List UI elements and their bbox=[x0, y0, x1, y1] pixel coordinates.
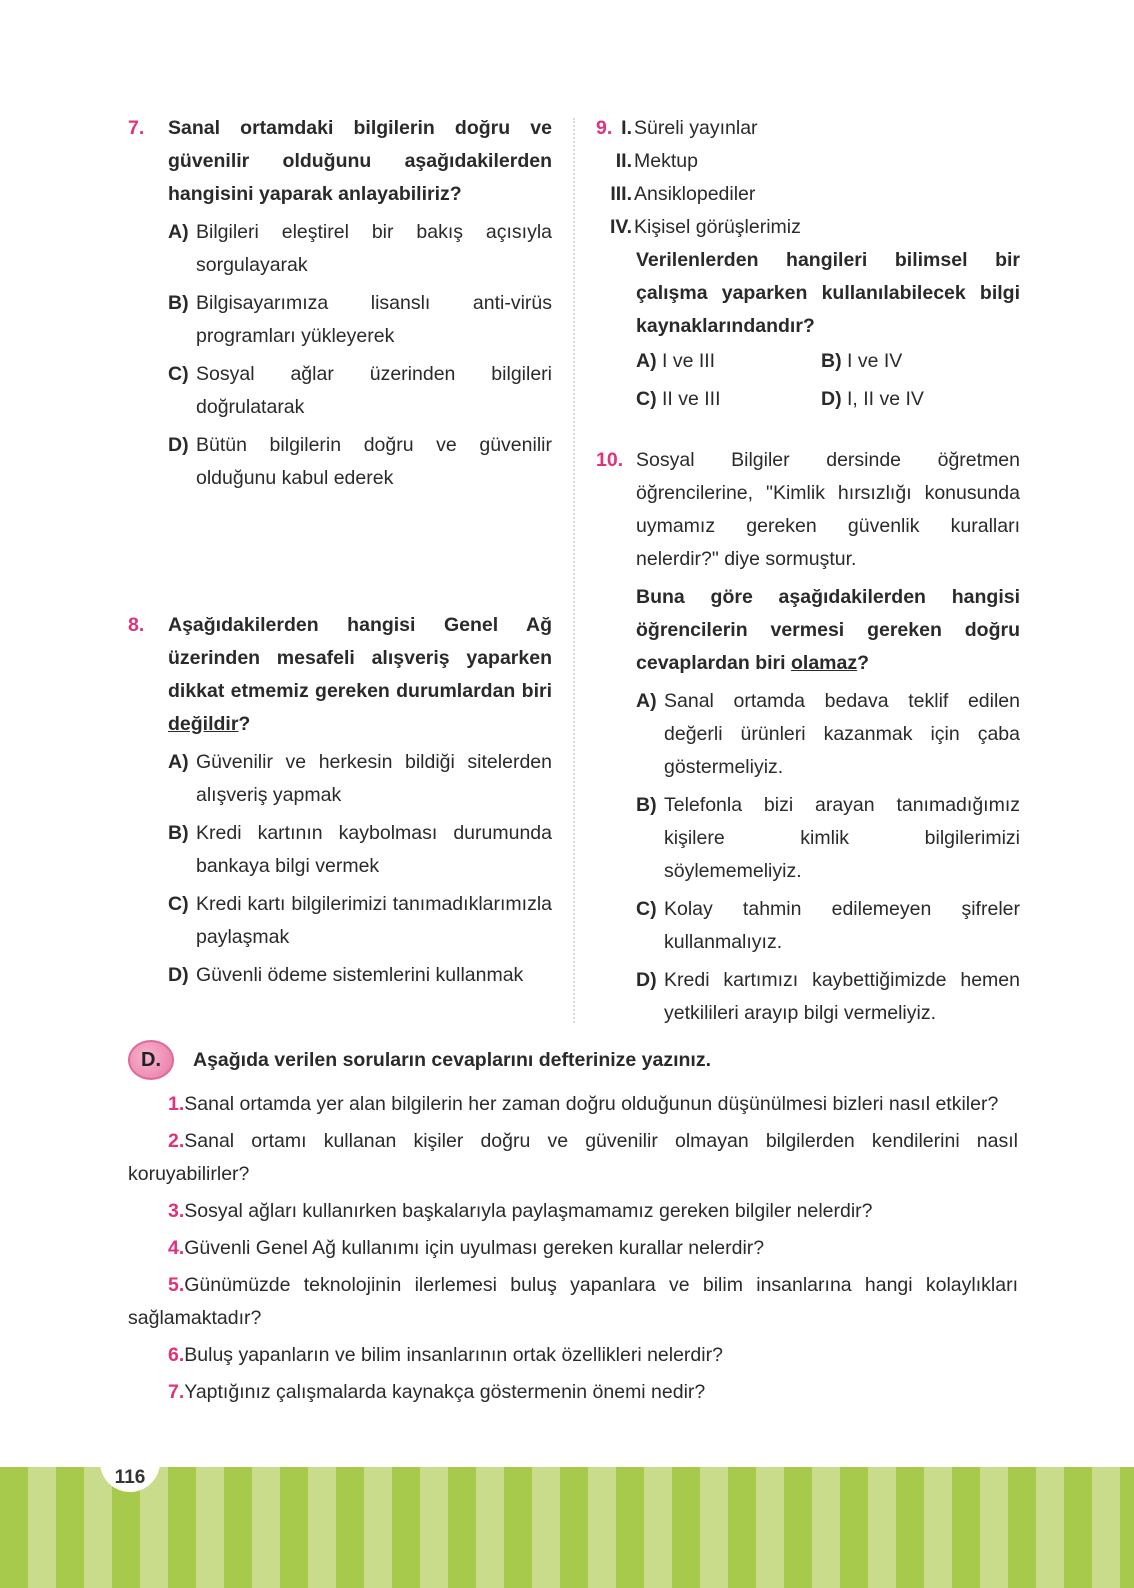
option-text: Kolay tahmin edilemeyen şifreler kullanmalıyız. bbox=[664, 898, 1020, 953]
open-question bbox=[128, 1339, 1018, 1372]
question-number: 7. bbox=[128, 117, 145, 139]
answer-option bbox=[821, 345, 1020, 378]
open-question bbox=[128, 1269, 1018, 1335]
footer-stripes bbox=[0, 1467, 1134, 1588]
question-number: 7. bbox=[168, 1381, 185, 1403]
roman-text: Süreli yayınlar bbox=[634, 117, 758, 139]
answer-option bbox=[636, 685, 1020, 784]
question-number: 9. bbox=[596, 117, 613, 139]
option-letter: D) bbox=[636, 969, 657, 991]
option-text: I ve IV bbox=[847, 350, 903, 372]
roman-item bbox=[606, 112, 1020, 145]
option-text: Kredi kartı bilgilerimizi tanımadıklarımızla paylaşmak bbox=[196, 893, 552, 948]
roman-item bbox=[606, 178, 1020, 211]
option-letter: D) bbox=[168, 434, 189, 456]
question-text: Sosyal ağları kullanırken başkalarıyla paylaşmamamız gereken bilgiler nelerdir? bbox=[184, 1200, 873, 1222]
option-letter: B) bbox=[168, 292, 189, 314]
answer-option bbox=[168, 817, 552, 883]
question-number: 1. bbox=[168, 1093, 185, 1115]
answer-option bbox=[636, 383, 821, 416]
question-number: 2. bbox=[168, 1130, 185, 1152]
option-text: Güvenilir ve herkesin bildiği sitelerden alışveriş yapmak bbox=[196, 751, 552, 806]
answer-option bbox=[168, 358, 552, 424]
section-title: Aşağıda verilen soruların cevaplarını defterinize yazınız. bbox=[193, 1049, 712, 1071]
option-letter: C) bbox=[636, 388, 657, 410]
section-badge: D. bbox=[128, 1040, 174, 1080]
answer-option bbox=[168, 429, 552, 495]
question-number: 5. bbox=[168, 1274, 185, 1296]
option-letter: C) bbox=[636, 898, 657, 920]
column-divider bbox=[573, 118, 575, 1023]
question-number: 6. bbox=[168, 1344, 185, 1366]
option-text: Bilgileri eleştirel bir bakış açısıyla sorgulayarak bbox=[196, 221, 552, 276]
question-number: 8. bbox=[128, 614, 145, 636]
question-stem: Buna göre aşağıdakilerden hangisi öğrencilerin vermesi gereken doğru cevaplardan biri olamaz? bbox=[636, 586, 1020, 674]
option-letter: D) bbox=[168, 964, 189, 986]
question-7 bbox=[128, 112, 552, 495]
option-letter: C) bbox=[168, 893, 189, 915]
option-letter: B) bbox=[168, 822, 189, 844]
option-text: Güvenli ödeme sistemlerini kullanmak bbox=[196, 964, 524, 986]
option-letter: A) bbox=[168, 751, 189, 773]
question-number: 4. bbox=[168, 1237, 185, 1259]
option-text: Sosyal ağlar üzerinden bilgileri doğrulatarak bbox=[196, 363, 552, 418]
option-letter: A) bbox=[168, 221, 189, 243]
page-number: 116 bbox=[100, 1450, 160, 1492]
open-question bbox=[128, 1232, 1018, 1265]
option-text: Bütün bilgilerin doğru ve güvenilir olduğunu kabul ederek bbox=[196, 434, 552, 489]
open-question bbox=[128, 1195, 1018, 1228]
roman-numeral: IV. bbox=[609, 216, 632, 238]
roman-text: Kişisel görüşlerimiz bbox=[634, 216, 801, 238]
question-9 bbox=[596, 112, 1020, 421]
answer-option bbox=[636, 345, 821, 378]
option-text: Sanal ortamda bedava teklif edilen değerli ürünleri kazanmak için çaba göstermeliyiz. bbox=[664, 690, 1020, 778]
roman-text: Ansiklopediler bbox=[634, 183, 756, 205]
question-text: Güvenli Genel Ağ kullanımı için uyulması gereken kurallar nelerdir? bbox=[184, 1237, 765, 1259]
open-question bbox=[128, 1125, 1018, 1191]
question-intro: Sosyal Bilgiler dersinde öğretmen öğrencilerine, "Kimlik hırsızlığı konusunda uymamız gereken güvenlik kuralları nelerdir?" diye sormuştur. bbox=[636, 449, 1020, 570]
answer-option bbox=[636, 964, 1020, 1030]
roman-numeral: I. bbox=[621, 117, 632, 139]
question-stem: Aşağıdakilerden hangisi Genel Ağ üzerinden mesafeli alışveriş yaparken dikkat etmemiz gereken durumlardan biri değildir? bbox=[168, 614, 552, 735]
option-letter: D) bbox=[821, 388, 842, 410]
question-text: Günümüzde teknolojinin ilerlemesi buluş yapanlara ve bilim insanlarına hangi kolaylıkları sağlamaktadır? bbox=[128, 1274, 1018, 1329]
roman-numeral: III. bbox=[610, 183, 632, 205]
option-letter: B) bbox=[636, 794, 657, 816]
option-text: Kredi kartının kaybolması durumunda bankaya bilgi vermek bbox=[196, 822, 552, 877]
question-number: 3. bbox=[168, 1200, 185, 1222]
roman-item bbox=[606, 145, 1020, 178]
option-text: Kredi kartımızı kaybettiğimizde hemen yetkilileri arayıp bilgi vermeliyiz. bbox=[664, 969, 1020, 1024]
roman-numeral: II. bbox=[615, 150, 632, 172]
option-letter: C) bbox=[168, 363, 189, 385]
question-stem: Sanal ortamdaki bilgilerin doğru ve güvenilir olduğunu aşağıdakilerden hangisini yaparak anlayabiliriz? bbox=[168, 117, 552, 205]
option-letter: A) bbox=[636, 350, 657, 372]
roman-item bbox=[606, 211, 1020, 244]
question-text: Yaptığınız çalışmalarda kaynakça göstermenin önemi nedir? bbox=[184, 1381, 706, 1403]
question-number: 10. bbox=[596, 449, 624, 471]
answer-option bbox=[168, 216, 552, 282]
option-text: Bilgisayarımıza lisanslı anti-virüs programları yükleyerek bbox=[196, 292, 552, 347]
option-text: I ve III bbox=[662, 350, 716, 372]
question-10 bbox=[596, 444, 1020, 1030]
question-text: Sanal ortamı kullanan kişiler doğru ve güvenilir olmayan bilgilerden kendilerini nasıl koruyabilirler? bbox=[128, 1130, 1018, 1185]
roman-text: Mektup bbox=[634, 150, 698, 172]
answer-option bbox=[636, 789, 1020, 888]
option-text: II ve III bbox=[662, 388, 721, 410]
open-question bbox=[128, 1088, 1018, 1121]
answer-option bbox=[168, 746, 552, 812]
question-8 bbox=[128, 609, 552, 992]
question-stem: Verilenlerden hangileri bilimsel bir çalışma yaparken kullanılabilecek bilgi kaynaklarındandır? bbox=[636, 249, 1020, 337]
open-question bbox=[128, 1376, 1018, 1409]
answer-option bbox=[636, 893, 1020, 959]
answer-option bbox=[168, 287, 552, 353]
option-letter: A) bbox=[636, 690, 657, 712]
answer-option bbox=[168, 959, 552, 992]
answer-option bbox=[821, 383, 1020, 416]
option-text: I, II ve IV bbox=[847, 388, 924, 410]
question-text: Sanal ortamda yer alan bilgilerin her zaman doğru olduğunun düşünülmesi bizleri nasıl etkiler? bbox=[184, 1093, 999, 1115]
question-text: Buluş yapanların ve bilim insanlarının ortak özellikleri nelerdir? bbox=[184, 1344, 723, 1366]
option-text: Telefonla bizi arayan tanımadığımız kişilere kimlik bilgilerimizi söylememeliyiz. bbox=[664, 794, 1020, 882]
answer-option bbox=[168, 888, 552, 954]
option-letter: B) bbox=[821, 350, 842, 372]
